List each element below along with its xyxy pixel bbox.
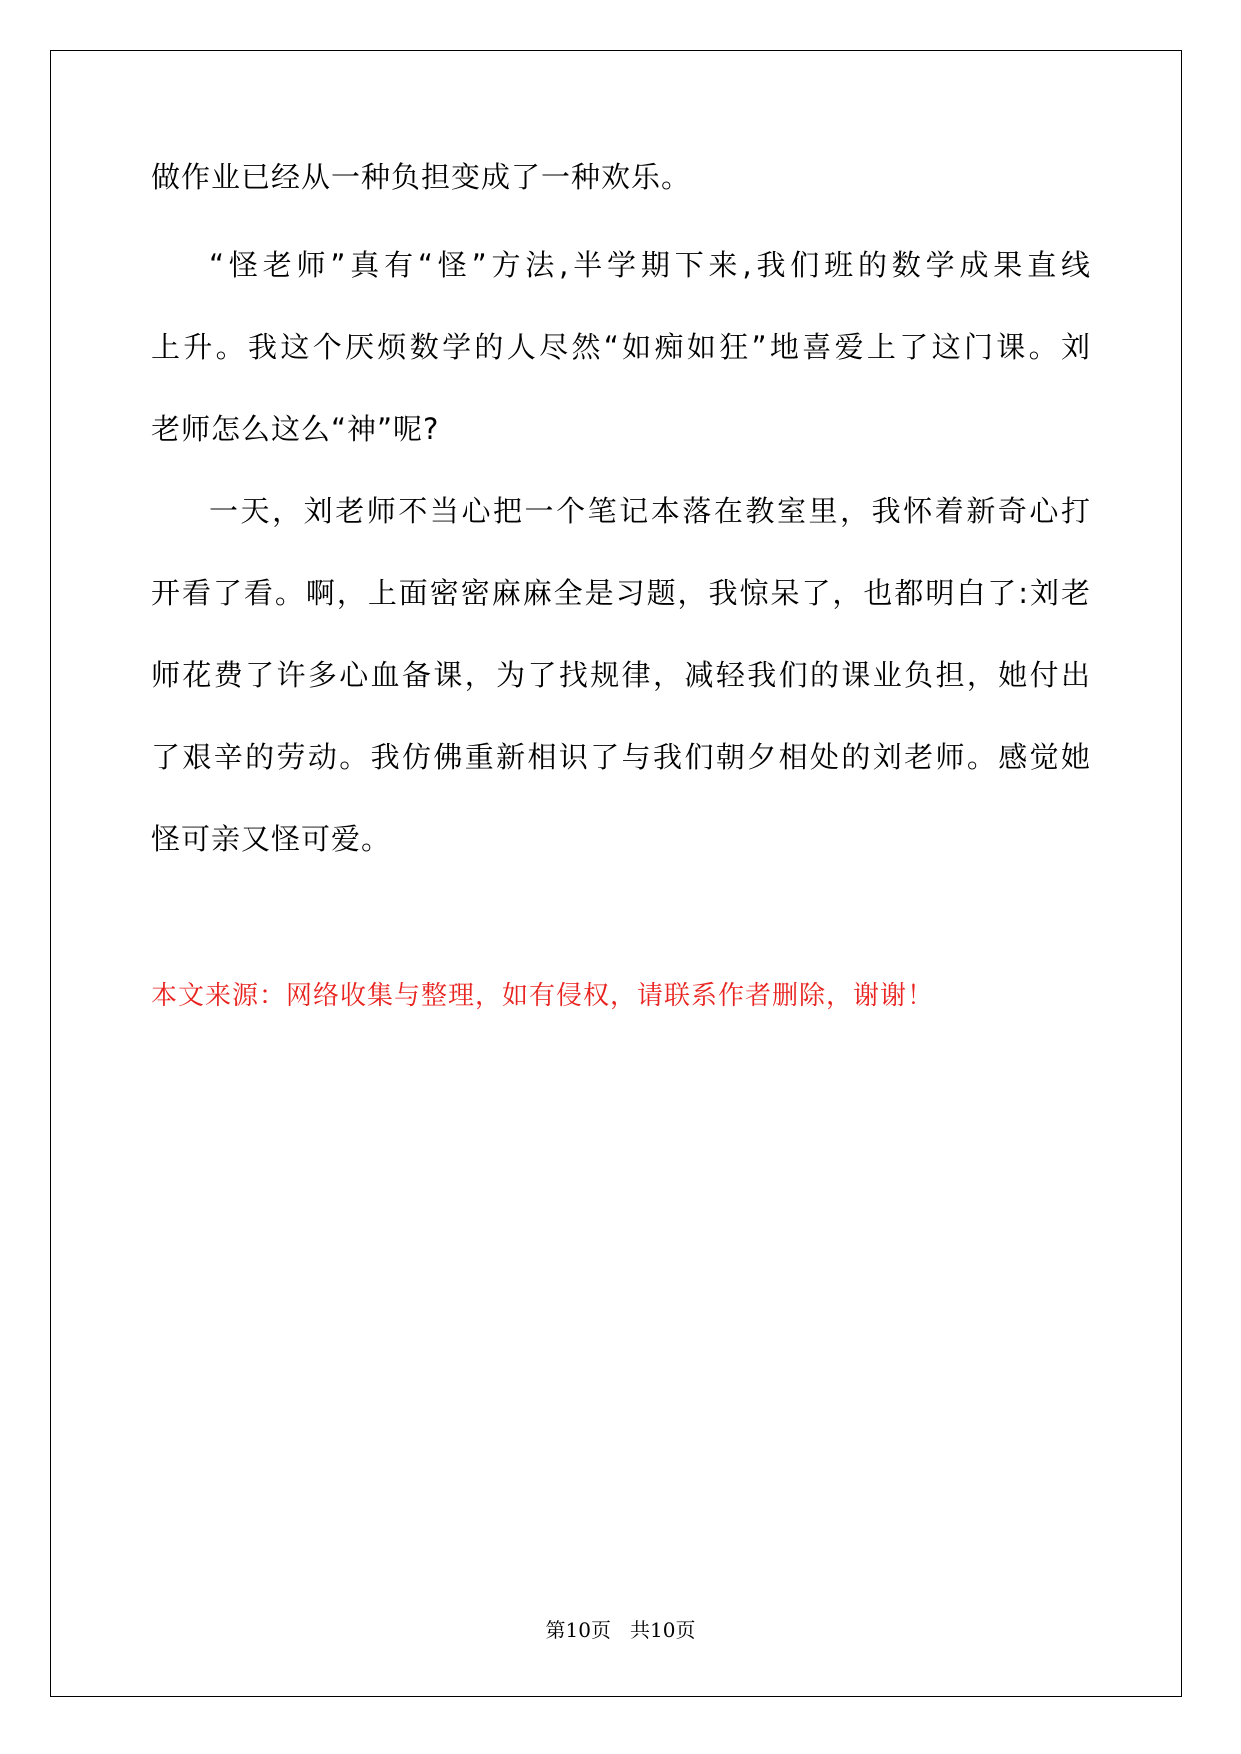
text-line: 怪可亲又怪可爱。 xyxy=(151,822,392,856)
source-note: 本文来源：网络收集与整理，如有侵权，请联系作者删除，谢谢！ xyxy=(151,981,935,1011)
text-line: 一天，刘老师不当心把一个笔记本落在教室里，我怀着新奇心打 xyxy=(209,494,1091,528)
text-line: 老师怎么这么“神”呢? xyxy=(151,412,440,446)
page-border xyxy=(50,50,1182,1697)
text-line: 开看了看。啊，上面密密麻麻全是习题，我惊呆了，也都明白了:刘老 xyxy=(151,576,1091,610)
page-number-footer: 第10页 共10页 xyxy=(545,1618,696,1642)
text-line: 上升。我这个厌烦数学的人尽然“如痴如狂”地喜爱上了这门课。刘 xyxy=(151,330,1091,364)
text-line: “怪老师”真有“怪”方法,半学期下来,我们班的数学成果直线 xyxy=(209,248,1091,282)
text-line: 了艰辛的劳动。我仿佛重新相识了与我们朝夕相处的刘老师。感觉她 xyxy=(151,740,1091,774)
text-line: 做作业已经从一种负担变成了一种欢乐。 xyxy=(151,160,692,194)
text-line: 师花费了许多心血备课，为了找规律，减轻我们的课业负担，她付出 xyxy=(151,658,1091,692)
